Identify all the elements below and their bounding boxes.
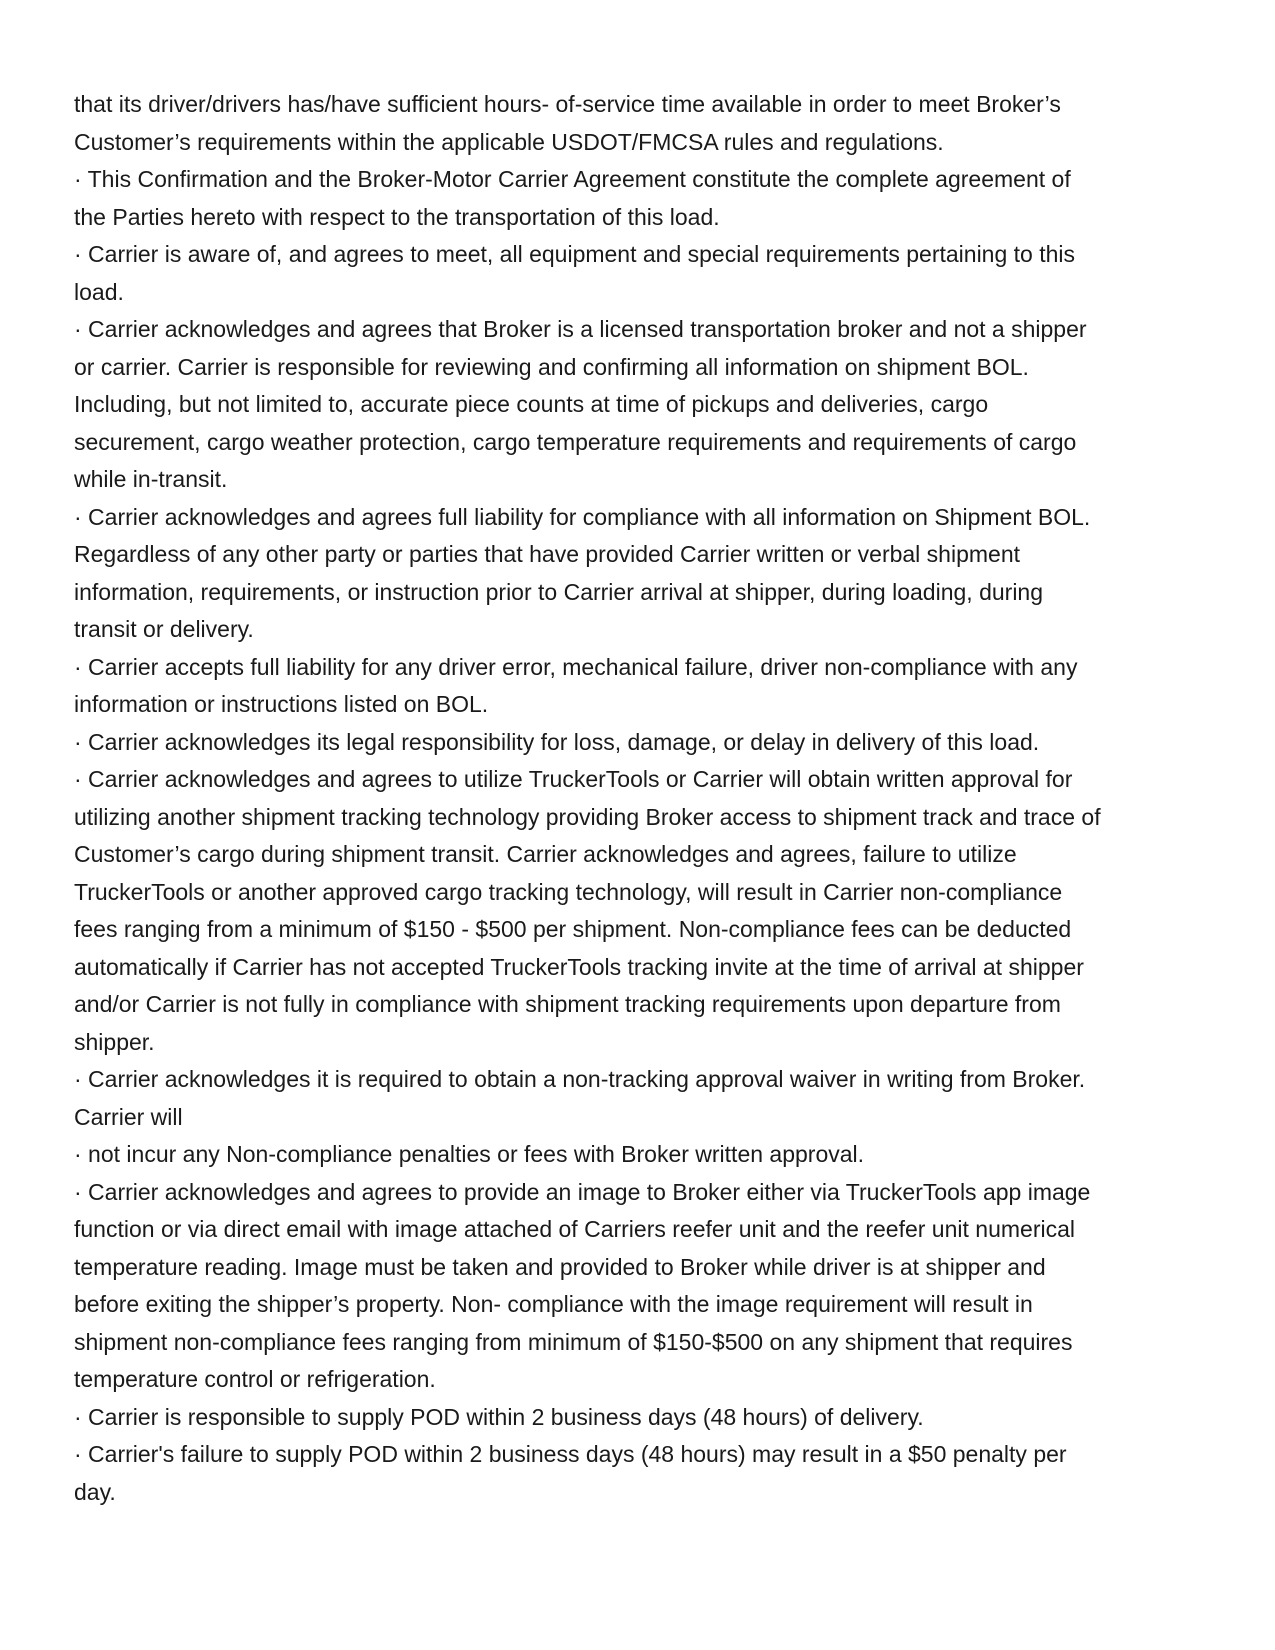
- text-line: · Carrier acknowledges its legal responsibility for loss, damage, or delay in delivery of this load.: [74, 728, 1040, 755]
- text-line: · Carrier acknowledges and agrees full liability for compliance with all information on Shipment BOL.: [74, 503, 1091, 530]
- text-line: temperature control or refrigeration.: [74, 1366, 436, 1392]
- text-line: load.: [74, 278, 124, 305]
- text-line: function or via direct email with image attached of Carriers reefer unit and the reefer unit numerical: [74, 1216, 1075, 1242]
- text-line: transit or delivery.: [74, 616, 254, 642]
- text-line: that its driver/drivers has/have sufficient hours- of-service time available in order to meet Broker’s: [74, 91, 1061, 117]
- text-line: Customer’s requirements within the applicable USDOT/FMCSA rules and regulations.: [74, 128, 944, 155]
- text-line: before exiting the shipper’s property. Non- compliance with the image requirement will result in: [74, 1291, 1033, 1317]
- text-line: fees ranging from a minimum of $150 - $500 per shipment. Non-compliance fees can be deducted: [74, 916, 1072, 942]
- text-line: automatically if Carrier has not accepted TruckerTools tracking invite at the time of arrival at shipper: [74, 953, 1084, 980]
- text-line: while in-transit.: [74, 466, 228, 492]
- text-line: Customer’s cargo during shipment transit. Carrier acknowledges and agrees, failure to utilize: [74, 841, 1017, 867]
- text-line: · Carrier acknowledges and agrees to provide an image to Broker either via TruckerTools app image: [74, 1178, 1091, 1205]
- text-line: day.: [74, 1478, 116, 1505]
- text-line: the Parties hereto with respect to the transportation of this load.: [74, 203, 720, 230]
- text-line: TruckerTools or another approved cargo tracking technology, will result in Carrier non-compliance: [74, 878, 1063, 905]
- text-line: · not incur any Non-compliance penalties or fees with Broker written approval.: [74, 1141, 865, 1167]
- text-line: · This Confirmation and the Broker-Motor Carrier Agreement constitute the complete agreement of: [74, 166, 1071, 192]
- text-line: information, requirements, or instruction prior to Carrier arrival at shipper, during loading, during: [74, 578, 1044, 605]
- text-line: information or instructions listed on BOL.: [74, 691, 489, 717]
- text-line: or carrier. Carrier is responsible for reviewing and confirming all information on shipment BOL.: [74, 353, 1029, 380]
- text-line: · Carrier acknowledges and agrees that Broker is a licensed transportation broker and not a shipper: [74, 316, 1087, 342]
- text-line: Including, but not limited to, accurate piece counts at time of pickups and deliveries, cargo: [74, 391, 989, 417]
- text-line: utilizing another shipment tracking technology providing Broker access to shipment track and trace of: [74, 803, 1101, 830]
- text-line: · Carrier's failure to supply POD within 2 business days (48 hours) may result in a $50 penalty per: [74, 1441, 1067, 1467]
- text-line: · Carrier accepts full liability for any driver error, mechanical failure, driver non-compliance with any: [74, 653, 1078, 680]
- text-line: · Carrier is aware of, and agrees to meet, all equipment and special requirements pertaining to this: [74, 241, 1076, 267]
- document-body: [74, 86, 1209, 1511]
- text-line: shipment non-compliance fees ranging from minimum of $150-$500 on any shipment that requires: [74, 1328, 1073, 1355]
- text-line: · Carrier is responsible to supply POD within 2 business days (48 hours) of delivery.: [74, 1403, 924, 1430]
- text-line: securement, cargo weather protection, cargo temperature requirements and requirements of cargo: [74, 428, 1077, 455]
- text-line: temperature reading. Image must be taken and provided to Broker while driver is at shipper and: [74, 1253, 1046, 1280]
- text-line: · Carrier acknowledges it is required to obtain a non-tracking approval waiver in writing from Broker.: [74, 1066, 1086, 1092]
- text-line: · Carrier acknowledges and agrees to utilize TruckerTools or Carrier will obtain written approval for: [74, 766, 1073, 792]
- text-line: and/or Carrier is not fully in compliance with shipment tracking requirements upon departure from: [74, 991, 1061, 1017]
- text-line: Regardless of any other party or parties that have provided Carrier written or verbal shipment: [74, 541, 1021, 567]
- text-line: shipper.: [74, 1028, 155, 1055]
- text-line: Carrier will: [74, 1103, 183, 1130]
